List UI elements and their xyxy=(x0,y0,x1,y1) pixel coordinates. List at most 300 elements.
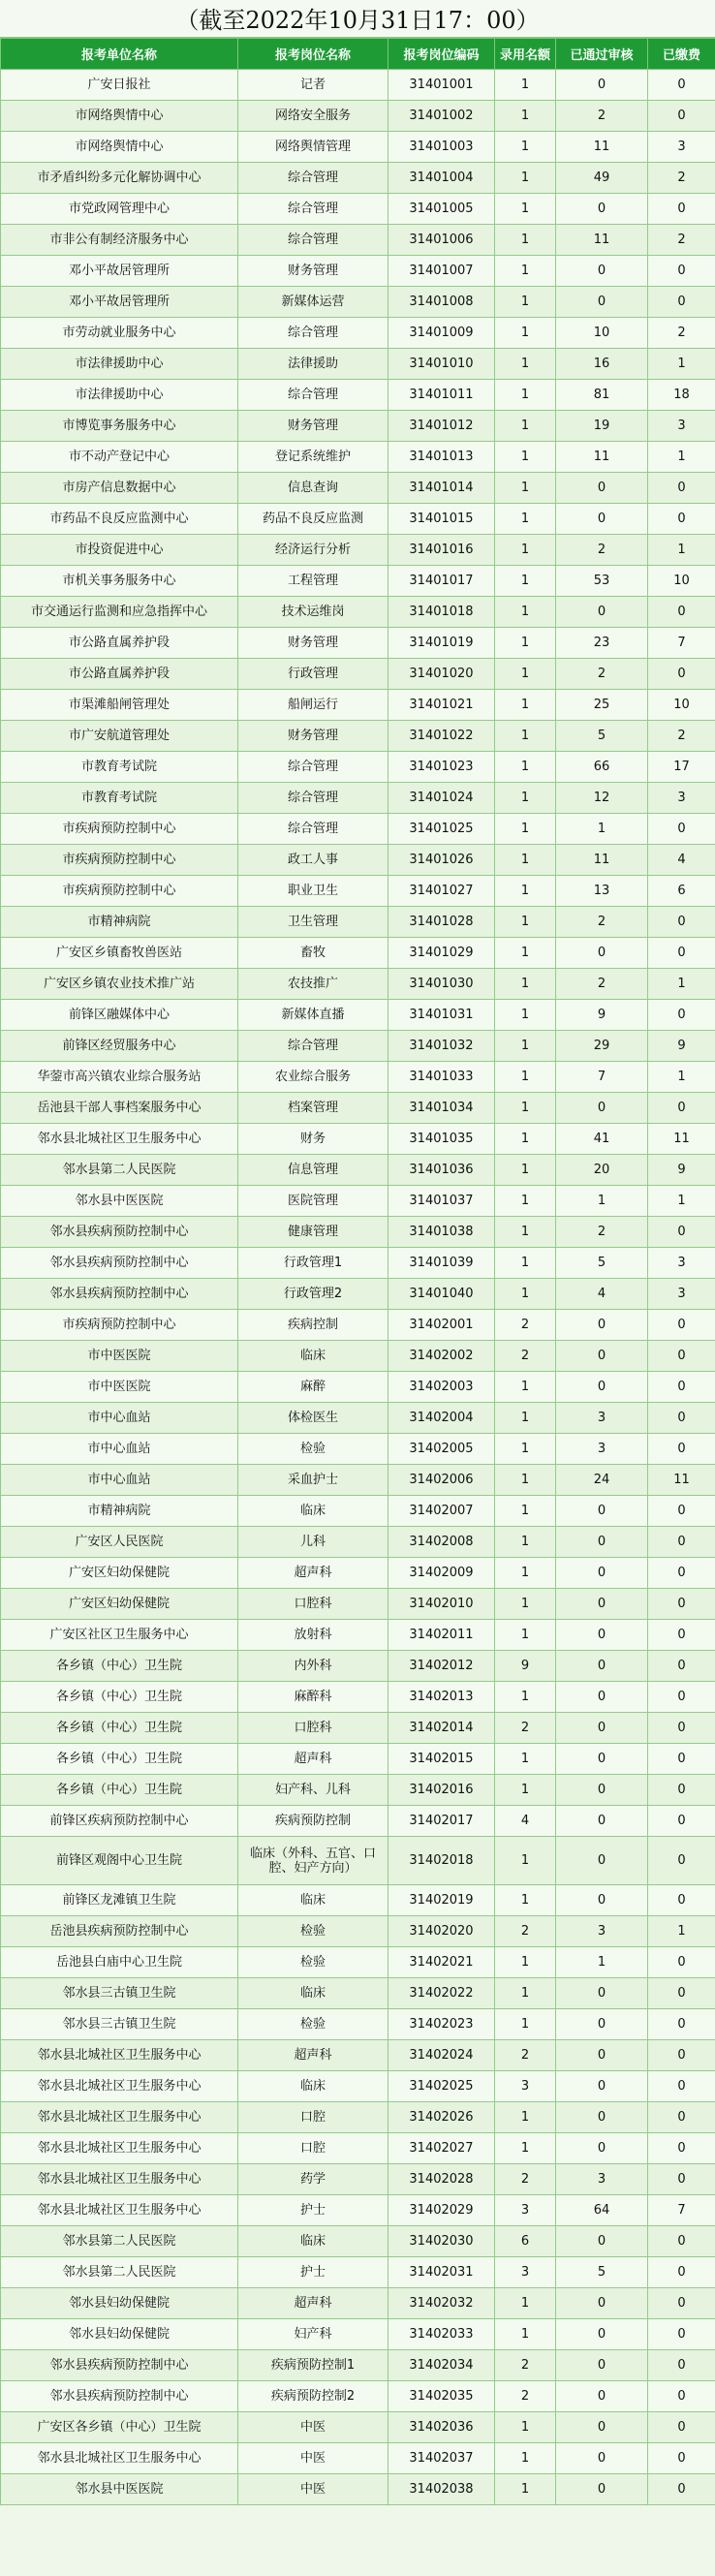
position-name-cell: 儿科 xyxy=(238,1527,389,1558)
approved-cell: 9 xyxy=(556,1000,648,1031)
approved-cell: 0 xyxy=(556,1496,648,1527)
paid-cell: 0 xyxy=(648,1310,715,1341)
approved-cell: 0 xyxy=(556,2071,648,2102)
header-position-name: 报考岗位名称 xyxy=(238,39,389,70)
table-row xyxy=(1,2412,715,2443)
quota-cell: 2 xyxy=(495,2164,556,2195)
table-row xyxy=(1,2257,715,2288)
unit-name-cell: 市中医医院 xyxy=(1,1372,238,1403)
paid-cell: 0 xyxy=(648,2102,715,2133)
position-name-cell: 畜牧 xyxy=(238,938,389,969)
quota-cell: 1 xyxy=(495,845,556,876)
approved-cell: 0 xyxy=(556,1806,648,1837)
approved-cell: 7 xyxy=(556,1062,648,1093)
unit-name-cell: 邓小平故居管理所 xyxy=(1,287,238,318)
approved-cell: 0 xyxy=(556,2040,648,2071)
approved-cell: 0 xyxy=(556,1651,648,1682)
paid-cell: 0 xyxy=(648,1744,715,1775)
unit-name-cell: 市疾病预防控制中心 xyxy=(1,876,238,907)
table-row xyxy=(1,628,715,659)
unit-name-cell: 广安区乡镇畜牧兽医站 xyxy=(1,938,238,969)
position-name-cell: 口腔 xyxy=(238,2133,389,2164)
table-row xyxy=(1,2443,715,2474)
approved-cell: 0 xyxy=(556,2319,648,2350)
paid-cell: 10 xyxy=(648,566,715,597)
position-code-cell: 31402029 xyxy=(389,2195,495,2226)
position-name-cell: 综合管理 xyxy=(238,783,389,814)
paid-cell: 0 xyxy=(648,287,715,318)
unit-name-cell: 邻水县疾病预防控制中心 xyxy=(1,2350,238,2381)
paid-cell: 0 xyxy=(648,938,715,969)
position-code-cell: 31402019 xyxy=(389,1885,495,1916)
paid-cell: 1 xyxy=(648,1062,715,1093)
unit-name-cell: 广安区妇幼保健院 xyxy=(1,1589,238,1620)
paid-cell: 0 xyxy=(648,2164,715,2195)
position-name-cell: 档案管理 xyxy=(238,1093,389,1124)
quota-cell: 1 xyxy=(495,1155,556,1186)
unit-name-cell: 各乡镇（中心）卫生院 xyxy=(1,1744,238,1775)
paid-cell: 2 xyxy=(648,721,715,752)
approved-cell: 3 xyxy=(556,2164,648,2195)
unit-name-cell: 邻水县疾病预防控制中心 xyxy=(1,2381,238,2412)
approved-cell: 3 xyxy=(556,1434,648,1465)
approved-cell: 1 xyxy=(556,1186,648,1217)
table-row xyxy=(1,721,715,752)
approved-cell: 25 xyxy=(556,690,648,721)
table-row xyxy=(1,380,715,411)
position-name-cell: 网络舆情管理 xyxy=(238,132,389,163)
paid-cell: 0 xyxy=(648,1806,715,1837)
quota-cell: 1 xyxy=(495,783,556,814)
approved-cell: 41 xyxy=(556,1124,648,1155)
position-name-cell: 综合管理 xyxy=(238,752,389,783)
unit-name-cell: 各乡镇（中心）卫生院 xyxy=(1,1682,238,1713)
position-code-cell: 31401029 xyxy=(389,938,495,969)
paid-cell: 1 xyxy=(648,442,715,473)
quota-cell: 1 xyxy=(495,1372,556,1403)
table-row xyxy=(1,256,715,287)
unit-name-cell: 市机关事务服务中心 xyxy=(1,566,238,597)
approved-cell: 0 xyxy=(556,70,648,101)
position-name-cell: 疾病预防控制1 xyxy=(238,2350,389,2381)
paid-cell: 0 xyxy=(648,1651,715,1682)
position-name-cell: 综合管理 xyxy=(238,380,389,411)
position-code-cell: 31401008 xyxy=(389,287,495,318)
paid-cell: 2 xyxy=(648,225,715,256)
position-code-cell: 31401013 xyxy=(389,442,495,473)
quota-cell: 1 xyxy=(495,907,556,938)
paid-cell: 0 xyxy=(648,1978,715,2009)
unit-name-cell: 邻水县北城社区卫生服务中心 xyxy=(1,2195,238,2226)
table-row xyxy=(1,504,715,535)
quota-cell: 1 xyxy=(495,566,556,597)
approved-cell: 0 xyxy=(556,938,648,969)
unit-name-cell: 邻水县北城社区卫生服务中心 xyxy=(1,2133,238,2164)
position-name-cell: 农业综合服务 xyxy=(238,1062,389,1093)
table-row xyxy=(1,1155,715,1186)
quota-cell: 3 xyxy=(495,2257,556,2288)
paid-cell: 1 xyxy=(648,349,715,380)
position-name-cell: 财务 xyxy=(238,1124,389,1155)
paid-cell: 0 xyxy=(648,194,715,225)
unit-name-cell: 市中心血站 xyxy=(1,1434,238,1465)
quota-cell: 1 xyxy=(495,163,556,194)
quota-cell: 1 xyxy=(495,1589,556,1620)
position-code-cell: 31401023 xyxy=(389,752,495,783)
header-position-code: 报考岗位编码 xyxy=(389,39,495,70)
position-name-cell: 综合管理 xyxy=(238,225,389,256)
quota-cell: 1 xyxy=(495,597,556,628)
table-row xyxy=(1,1248,715,1279)
table-row xyxy=(1,1837,715,1885)
table-row xyxy=(1,2195,715,2226)
table-row xyxy=(1,1916,715,1947)
paid-cell: 0 xyxy=(648,1372,715,1403)
position-code-cell: 31402023 xyxy=(389,2009,495,2040)
unit-name-cell: 邻水县第二人民医院 xyxy=(1,2226,238,2257)
position-code-cell: 31401004 xyxy=(389,163,495,194)
position-name-cell: 船闸运行 xyxy=(238,690,389,721)
paid-cell: 0 xyxy=(648,2443,715,2474)
paid-cell: 0 xyxy=(648,2009,715,2040)
approved-cell: 29 xyxy=(556,1031,648,1062)
unit-name-cell: 市中心血站 xyxy=(1,1465,238,1496)
table-row xyxy=(1,2040,715,2071)
table-row xyxy=(1,194,715,225)
position-code-cell: 31401035 xyxy=(389,1124,495,1155)
approved-cell: 5 xyxy=(556,2257,648,2288)
quota-cell: 1 xyxy=(495,1744,556,1775)
quota-cell: 1 xyxy=(495,70,556,101)
quota-cell: 1 xyxy=(495,1186,556,1217)
quota-cell: 1 xyxy=(495,1434,556,1465)
unit-name-cell: 邻水县疾病预防控制中心 xyxy=(1,1248,238,1279)
position-name-cell: 临床 xyxy=(238,2226,389,2257)
paid-cell: 0 xyxy=(648,1496,715,1527)
position-name-cell: 麻醉科 xyxy=(238,1682,389,1713)
position-code-cell: 31402036 xyxy=(389,2412,495,2443)
approved-cell: 2 xyxy=(556,1217,648,1248)
position-code-cell: 31402037 xyxy=(389,2443,495,2474)
paid-cell: 0 xyxy=(648,2071,715,2102)
approved-cell: 5 xyxy=(556,1248,648,1279)
paid-cell: 0 xyxy=(648,2288,715,2319)
position-name-cell: 新媒体运营 xyxy=(238,287,389,318)
position-code-cell: 31401012 xyxy=(389,411,495,442)
unit-name-cell: 市法律援助中心 xyxy=(1,380,238,411)
paid-cell: 0 xyxy=(648,2133,715,2164)
position-name-cell: 网络安全服务 xyxy=(238,101,389,132)
unit-name-cell: 市矛盾纠纷多元化解协调中心 xyxy=(1,163,238,194)
table-row xyxy=(1,1000,715,1031)
table-row xyxy=(1,2102,715,2133)
position-code-cell: 31401031 xyxy=(389,1000,495,1031)
approved-cell: 1 xyxy=(556,814,648,845)
quota-cell: 1 xyxy=(495,814,556,845)
paid-cell: 7 xyxy=(648,628,715,659)
position-code-cell: 31401017 xyxy=(389,566,495,597)
position-name-cell: 口腔科 xyxy=(238,1713,389,1744)
position-name-cell: 疾病预防控制2 xyxy=(238,2381,389,2412)
paid-cell: 3 xyxy=(648,411,715,442)
position-name-cell: 检验 xyxy=(238,1434,389,1465)
quota-cell: 2 xyxy=(495,1713,556,1744)
approved-cell: 0 xyxy=(556,1837,648,1885)
table-row xyxy=(1,1713,715,1744)
position-name-cell: 药品不良反应监测 xyxy=(238,504,389,535)
quota-cell: 1 xyxy=(495,969,556,1000)
quota-cell: 1 xyxy=(495,721,556,752)
unit-name-cell: 邻水县北城社区卫生服务中心 xyxy=(1,2102,238,2133)
position-code-cell: 31401030 xyxy=(389,969,495,1000)
unit-name-cell: 前锋区疾病预防控制中心 xyxy=(1,1806,238,1837)
position-name-cell: 综合管理 xyxy=(238,814,389,845)
paid-cell: 0 xyxy=(648,1558,715,1589)
position-code-cell: 31401011 xyxy=(389,380,495,411)
approved-cell: 0 xyxy=(556,1620,648,1651)
quota-cell: 1 xyxy=(495,1124,556,1155)
paid-cell: 0 xyxy=(648,473,715,504)
position-name-cell: 政工人事 xyxy=(238,845,389,876)
quota-cell: 2 xyxy=(495,2350,556,2381)
quota-cell: 1 xyxy=(495,1775,556,1806)
position-code-cell: 31402017 xyxy=(389,1806,495,1837)
approved-cell: 4 xyxy=(556,1279,648,1310)
unit-name-cell: 市博览事务服务中心 xyxy=(1,411,238,442)
unit-name-cell: 市教育考试院 xyxy=(1,783,238,814)
position-code-cell: 31402032 xyxy=(389,2288,495,2319)
approved-cell: 0 xyxy=(556,2133,648,2164)
unit-name-cell: 各乡镇（中心）卫生院 xyxy=(1,1713,238,1744)
unit-name-cell: 前锋区经贸服务中心 xyxy=(1,1031,238,1062)
paid-cell: 0 xyxy=(648,2350,715,2381)
quota-cell: 2 xyxy=(495,1916,556,1947)
position-code-cell: 31402008 xyxy=(389,1527,495,1558)
paid-cell: 0 xyxy=(648,101,715,132)
table-row xyxy=(1,752,715,783)
paid-cell: 0 xyxy=(648,907,715,938)
table-row xyxy=(1,2288,715,2319)
unit-name-cell: 邻水县妇幼保健院 xyxy=(1,2288,238,2319)
approved-cell: 24 xyxy=(556,1465,648,1496)
position-code-cell: 31401018 xyxy=(389,597,495,628)
unit-name-cell: 邻水县疾病预防控制中心 xyxy=(1,1217,238,1248)
approved-cell: 0 xyxy=(556,1558,648,1589)
position-name-cell: 行政管理1 xyxy=(238,1248,389,1279)
unit-name-cell: 邻水县北城社区卫生服务中心 xyxy=(1,2071,238,2102)
quota-cell: 9 xyxy=(495,1651,556,1682)
quota-cell: 3 xyxy=(495,2071,556,2102)
quota-cell: 1 xyxy=(495,318,556,349)
quota-cell: 1 xyxy=(495,225,556,256)
position-code-cell: 31402007 xyxy=(389,1496,495,1527)
approved-cell: 0 xyxy=(556,1093,648,1124)
unit-name-cell: 市劳动就业服务中心 xyxy=(1,318,238,349)
table-row xyxy=(1,287,715,318)
paid-cell: 0 xyxy=(648,1947,715,1978)
paid-cell: 3 xyxy=(648,1248,715,1279)
position-name-cell: 超声科 xyxy=(238,2288,389,2319)
position-name-cell: 行政管理2 xyxy=(238,1279,389,1310)
position-name-cell: 信息查询 xyxy=(238,473,389,504)
unit-name-cell: 邻水县北城社区卫生服务中心 xyxy=(1,1124,238,1155)
table-row xyxy=(1,2071,715,2102)
position-code-cell: 31402024 xyxy=(389,2040,495,2071)
table-row xyxy=(1,1279,715,1310)
approved-cell: 0 xyxy=(556,1682,648,1713)
quota-cell: 1 xyxy=(495,1620,556,1651)
position-code-cell: 31402009 xyxy=(389,1558,495,1589)
position-name-cell: 疾病预防控制 xyxy=(238,1806,389,1837)
quota-cell: 1 xyxy=(495,1947,556,1978)
approved-cell: 2 xyxy=(556,535,648,566)
approved-cell: 66 xyxy=(556,752,648,783)
table-row xyxy=(1,2009,715,2040)
unit-name-cell: 市不动产登记中心 xyxy=(1,442,238,473)
unit-name-cell: 市公路直属养护段 xyxy=(1,628,238,659)
paid-cell: 1 xyxy=(648,535,715,566)
position-code-cell: 31402038 xyxy=(389,2474,495,2505)
paid-cell: 0 xyxy=(648,1682,715,1713)
position-code-cell: 31401028 xyxy=(389,907,495,938)
header-approved: 已通过审核 xyxy=(556,39,648,70)
unit-name-cell: 市法律援助中心 xyxy=(1,349,238,380)
position-name-cell: 职业卫生 xyxy=(238,876,389,907)
quota-cell: 1 xyxy=(495,659,556,690)
table-row xyxy=(1,1310,715,1341)
unit-name-cell: 邻水县疾病预防控制中心 xyxy=(1,1279,238,1310)
position-code-cell: 31401014 xyxy=(389,473,495,504)
position-code-cell: 31401040 xyxy=(389,1279,495,1310)
approved-cell: 10 xyxy=(556,318,648,349)
paid-cell: 0 xyxy=(648,1713,715,1744)
unit-name-cell: 市交通运行监测和应急指挥中心 xyxy=(1,597,238,628)
table-row xyxy=(1,1372,715,1403)
position-code-cell: 31402013 xyxy=(389,1682,495,1713)
position-code-cell: 31401033 xyxy=(389,1062,495,1093)
position-name-cell: 经济运行分析 xyxy=(238,535,389,566)
unit-name-cell: 岳池县白庙中心卫生院 xyxy=(1,1947,238,1978)
quota-cell: 1 xyxy=(495,1248,556,1279)
paid-cell: 0 xyxy=(648,1620,715,1651)
quota-cell: 1 xyxy=(495,101,556,132)
quota-cell: 2 xyxy=(495,2381,556,2412)
approved-cell: 0 xyxy=(556,2474,648,2505)
table-row xyxy=(1,1496,715,1527)
position-code-cell: 31402010 xyxy=(389,1589,495,1620)
position-name-cell: 检验 xyxy=(238,2009,389,2040)
approved-cell: 11 xyxy=(556,845,648,876)
paid-cell: 0 xyxy=(648,2412,715,2443)
table-row xyxy=(1,411,715,442)
quota-cell: 1 xyxy=(495,876,556,907)
position-code-cell: 31401036 xyxy=(389,1155,495,1186)
unit-name-cell: 市党政网管理中心 xyxy=(1,194,238,225)
unit-name-cell: 邻水县北城社区卫生服务中心 xyxy=(1,2443,238,2474)
unit-name-cell: 市精神病院 xyxy=(1,1496,238,1527)
unit-name-cell: 邓小平故居管理所 xyxy=(1,256,238,287)
paid-cell: 3 xyxy=(648,1279,715,1310)
page-title: （截至2022年10月31日17：00） xyxy=(0,0,715,38)
unit-name-cell: 前锋区融媒体中心 xyxy=(1,1000,238,1031)
table-row xyxy=(1,1806,715,1837)
table-row xyxy=(1,597,715,628)
unit-name-cell: 市渠滩船闸管理处 xyxy=(1,690,238,721)
approved-cell: 0 xyxy=(556,504,648,535)
paid-cell: 0 xyxy=(648,1527,715,1558)
position-name-cell: 临床 xyxy=(238,1978,389,2009)
position-code-cell: 31402025 xyxy=(389,2071,495,2102)
unit-name-cell: 邻水县中医医院 xyxy=(1,1186,238,1217)
quota-cell: 1 xyxy=(495,287,556,318)
approved-cell: 1 xyxy=(556,1947,648,1978)
position-name-cell: 中医 xyxy=(238,2412,389,2443)
paid-cell: 0 xyxy=(648,814,715,845)
table-body xyxy=(1,70,715,2505)
table-row xyxy=(1,1651,715,1682)
paid-cell: 1 xyxy=(648,1186,715,1217)
paid-cell: 2 xyxy=(648,163,715,194)
position-code-cell: 31402030 xyxy=(389,2226,495,2257)
table-row xyxy=(1,2319,715,2350)
quota-cell: 1 xyxy=(495,411,556,442)
unit-name-cell: 各乡镇（中心）卫生院 xyxy=(1,1775,238,1806)
position-code-cell: 31401005 xyxy=(389,194,495,225)
paid-cell: 0 xyxy=(648,256,715,287)
table-row xyxy=(1,349,715,380)
quota-cell: 1 xyxy=(495,1093,556,1124)
paid-cell: 0 xyxy=(648,1837,715,1885)
table-row xyxy=(1,690,715,721)
quota-cell: 1 xyxy=(495,1496,556,1527)
table-row xyxy=(1,1589,715,1620)
table-row xyxy=(1,1620,715,1651)
quota-cell: 1 xyxy=(495,2009,556,2040)
table-row xyxy=(1,2164,715,2195)
paid-cell: 0 xyxy=(648,2381,715,2412)
position-name-cell: 护士 xyxy=(238,2195,389,2226)
approved-cell: 23 xyxy=(556,628,648,659)
table-row xyxy=(1,132,715,163)
paid-cell: 0 xyxy=(648,70,715,101)
position-name-cell: 农技推广 xyxy=(238,969,389,1000)
approved-cell: 0 xyxy=(556,1310,648,1341)
quota-cell: 2 xyxy=(495,2040,556,2071)
unit-name-cell: 市中心血站 xyxy=(1,1403,238,1434)
quota-cell: 1 xyxy=(495,1000,556,1031)
table-row xyxy=(1,1885,715,1916)
position-name-cell: 综合管理 xyxy=(238,194,389,225)
unit-name-cell: 市疾病预防控制中心 xyxy=(1,1310,238,1341)
quota-cell: 1 xyxy=(495,194,556,225)
position-code-cell: 31401001 xyxy=(389,70,495,101)
quota-cell: 1 xyxy=(495,442,556,473)
quota-cell: 2 xyxy=(495,1310,556,1341)
position-code-cell: 31402020 xyxy=(389,1916,495,1947)
approved-cell: 0 xyxy=(556,1527,648,1558)
approved-cell: 0 xyxy=(556,2009,648,2040)
quota-cell: 1 xyxy=(495,2102,556,2133)
quota-cell: 1 xyxy=(495,473,556,504)
quota-cell: 1 xyxy=(495,1558,556,1589)
position-code-cell: 31402028 xyxy=(389,2164,495,2195)
paid-cell: 11 xyxy=(648,1465,715,1496)
position-name-cell: 技术运维岗 xyxy=(238,597,389,628)
paid-cell: 9 xyxy=(648,1155,715,1186)
paid-cell: 0 xyxy=(648,2226,715,2257)
paid-cell: 7 xyxy=(648,2195,715,2226)
table-row xyxy=(1,1403,715,1434)
